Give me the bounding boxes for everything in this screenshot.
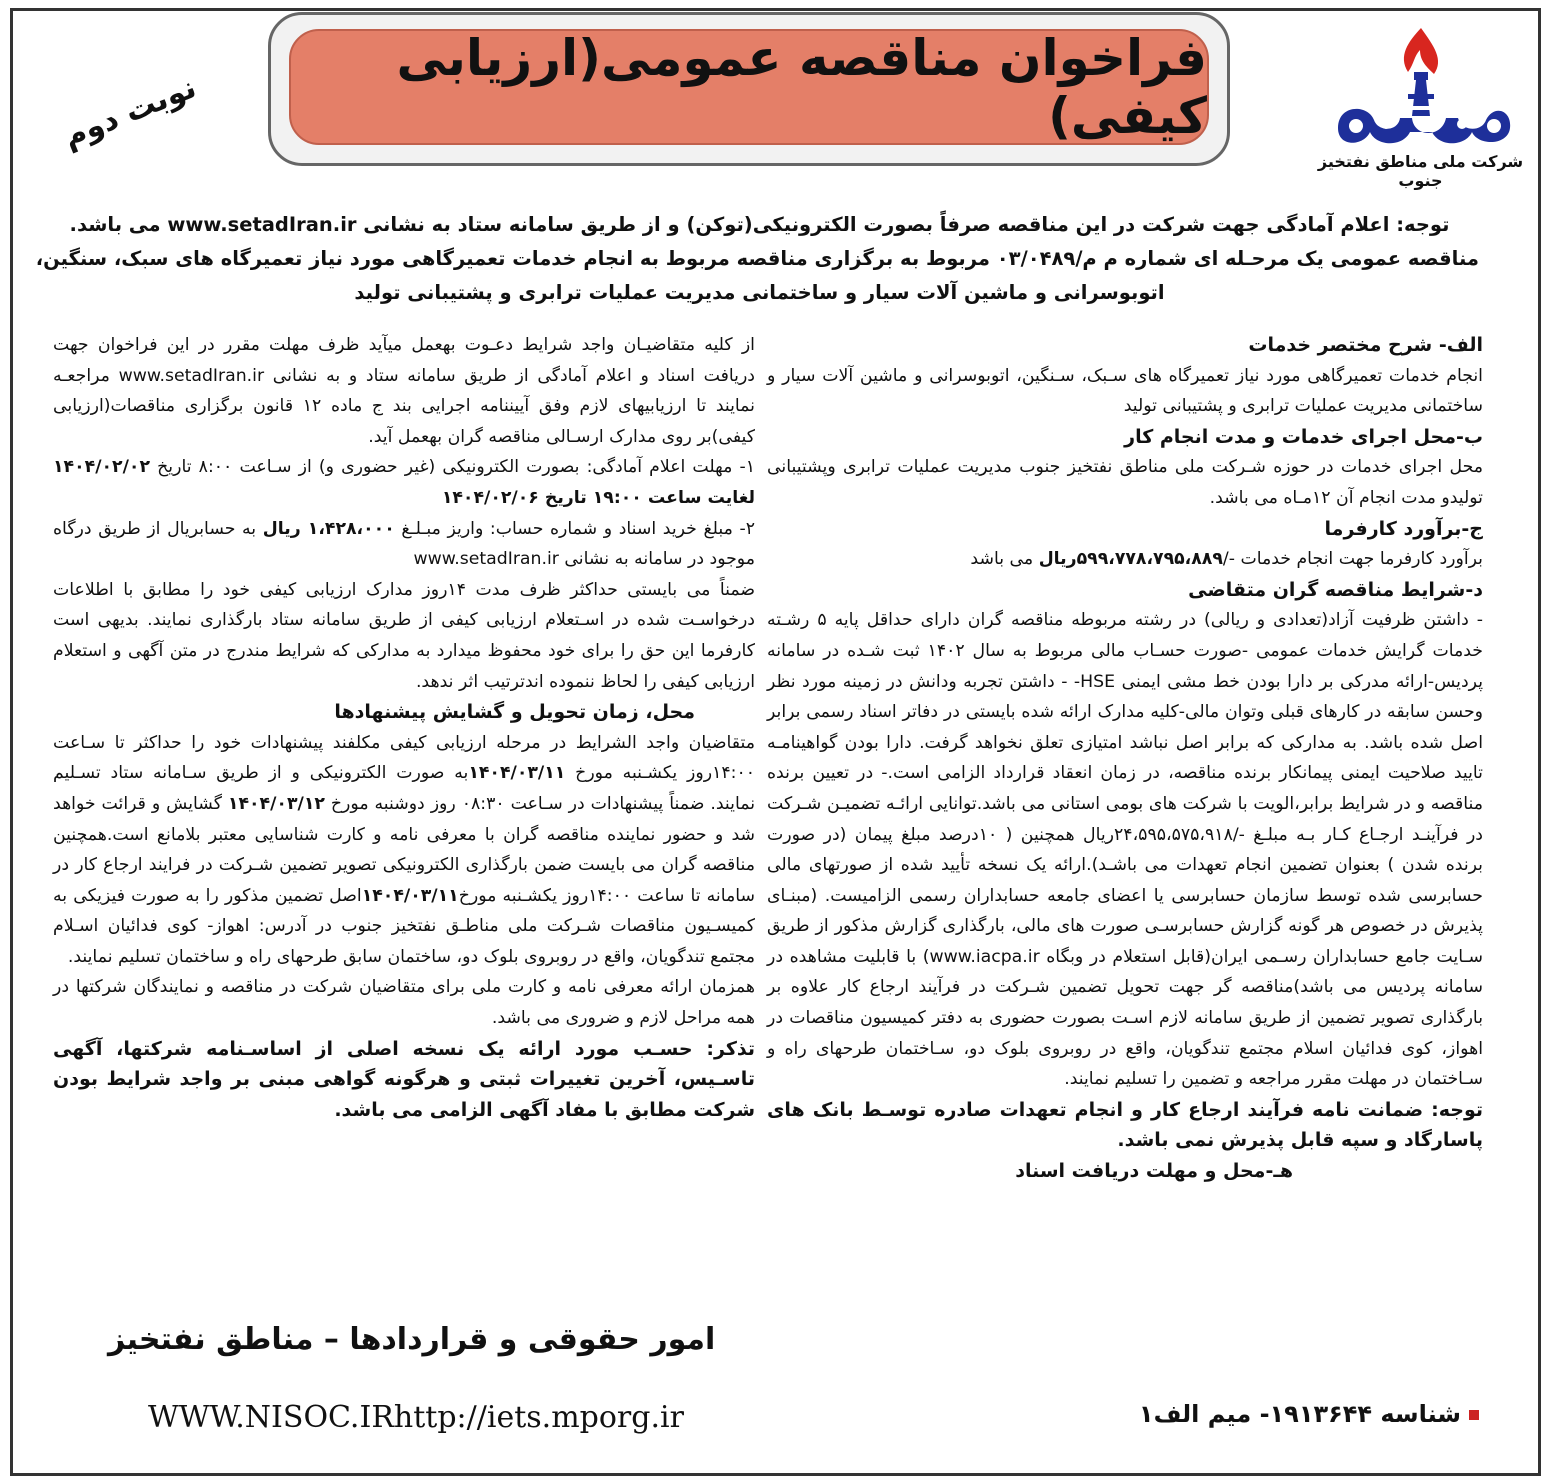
id-card-text: همزمان ارائه معرفی نامه و کارت ملی برای متقاضیان شرکت در مناقصه و نمایندگان شرکتها در همه مراحل لازم و ضروری می باشد. xyxy=(53,977,755,1029)
footer-urls: WWW.NISOC.IRhttp://iets.mporg.ir xyxy=(148,1400,684,1435)
title-frame xyxy=(268,12,1230,166)
round-label: نوبت دوم xyxy=(58,70,202,155)
signature: امور حقوقی و قراردادها – مناطق نفتخیز xyxy=(108,1322,716,1357)
item-2-suffix: به حسابریال از طریق درگاه موجود در سامانه به نشانی www.setadIran.ir xyxy=(53,518,755,570)
page-title: فراخوان مناقصه عمومی(ارزیابی کیفی) xyxy=(396,29,1207,145)
item-1-dates: ۱۴۰۴/۰۲/۰۲ لغایت ساعت ۱۹:۰۰ تاریخ ۱۴۰۴/۰۲/۰۶ xyxy=(53,457,755,508)
place-date-3: ۱۴۰۴/۰۳/۱۱ xyxy=(361,885,459,906)
section-text-be: محل اجرای خدمات در حوزه شـرکت ملی مناطق نفتخیز جنوب مدیریت عملیات ترابری وپشتیبانی تولیدو مدت انجام آن ۱۲مـاه می باشد. xyxy=(767,457,1483,508)
footer-id xyxy=(1139,1400,1479,1428)
footer-id-text: شناسه ۱۹۱۳۶۴۴- میم الف۱ xyxy=(1138,1400,1461,1428)
section-heading-be: ب-محل اجرای خدمات و مدت انجام کار xyxy=(1124,425,1483,448)
place-text-3: گشایش و قرائت خواهد شد و حضور نماینده مناقصه گران با معرفی نامه و کارت شناسایی معتبر بلامانع است.همچنین مناقصه گران می بایست ضمن بارگذاری الکترونیکی تصویر تضمین شـرکت در فرایند ارجاع کار در سامانه تا ساعت ۱۴:۰۰روز یکشـنبه مورخ xyxy=(53,793,755,906)
item-2-prefix: ۲- مبلغ خرید اسناد و شماره حساب: واریز مبـلـغ xyxy=(401,518,755,539)
left-column xyxy=(53,330,755,1125)
item-2-note: ضمناً می بایستی حداکثر ظرف مدت ۱۴روز مدارک ارزیابی کیفی خود را مطابق با اطلاعات درخواسـت شده در اسـتعلام ارزیابی کیفی از طریق سامانه ستاد بارگذاری نمایند. بدیهی است کارفرما این حق را برای خود محفوظ میدارد به مدارکی که شرایط مندرج در متن آگهی و استعلام ارزیابی کیفی را لحاظ ننموده اندترتیب اثر ندهد. xyxy=(53,579,755,692)
place-date-1: ۱۴۰۴/۰۳/۱۱ xyxy=(468,763,566,784)
notice-line: اتوبوسرانی و ماشین آلات سیار و ساختمانی مدیریت عملیات ترابری و پشتیبانی تولید xyxy=(354,281,1165,304)
bank-note: توجه: ضمانت نامه فرآیند ارجاع کار و انجام تعهدات صادره توسـط بانک های پاسارگاد و سپه قابل پذیرش نمی باشد. xyxy=(767,1098,1483,1152)
place-date-2: ۱۴۰۴/۰۳/۱۲ xyxy=(227,793,325,814)
notice-block xyxy=(35,208,1479,310)
bullet-square-icon xyxy=(1469,1410,1479,1420)
section-text-dal: - داشتن ظرفیت آزاد(تعدادی و ریالی) در رشته مربوطه مناقصه گران دارای حداقل پایه ۵ رشـته خدمات گرایش خدمات عمومی -صورت حسـاب مالی مربوط به سال ۱۴۰۲ ثبت شـده در سامانه پردیس-ارائه مدرکی بر دارا بودن خط مشی ایمنی HSE- - داشتن تجربه ودانش در زمینه مورد نظر وحسن سابقه در کارهای قبلی وتوان مالی-کلیه مدارک ارائه شده بایستی در دفاتر اسناد رسمی برابر اصل شده باشد. به مدارکی که برابر اصل نباشد امتیازی تعلق نخواهد گرفت. دارا بودن گواهینامـه تایید صلاحیت ایمنی پیمانکار برنده مناقصه، در زمان انعقاد قرارداد الزامی است.- در تعیین برنده مناقصه و در شرایط برابر،الویت با شرکت های بومی استانی می باشد.توانایی ارائـه تضمیـن شـرکت در فرآینـد ارجـاع کـار بـه مبلـغ -/۲۴،۵۹۵،۵۷۵،۹۱۸ریال همچنین ( ۱۰درصد مبلغ پیمان (در صورت برنده شدن ) بعنوان تضمین انجام تعهدات می باشـد).ارائه یک نسخه تأیید شده از صورتهای مالی حسابرسی شده توسط سازمان حسابرسی یا اعضای جامعه حسابداران رسمی الزامیست. (مبنـای پذیرش در خصوص هر گونه گزارش حسابرسـی صورت های مالی، بارگذاری گزارش مذکور از طریق سـایت جامع حسابداران رسـمی ایران(قابل استعلام در وبگاه www.iacpa.ir) با قابلیت مشاهده در سامانه پردیس می باشد)مناقصه گر جهت تحویل تضمین شـرکت در فرآیند ارجاع کار علاوه بر بارگذاری تصویر تضمین از طریق سامانه لازم اسـت بصورت حضوری به دفتر کمیسیون مناقصات در اهواز، کوی فدائیان اسلام مجتمع تندگویان، واقع در روبروی بلوک دو، سـاختمان طرحهای راه و سـاختمان در مهلت مقرر مراجعه و تضمین را تسلیم نمایند. xyxy=(767,610,1484,1090)
intro-text: از کلیه متقاضیـان واجد شرایط دعـوت بهعمل میآید ظرف مهلت مقرر در این فراخوان جهت دریافت اسناد و اعلام آمادگی از طریق سامانه ستاد و به نشانی www.setadIran.ir مراجعـه نمایند تا ارزیابیهای لازم وفق آییننامه اجرایی بند ج ماده ۱۲ قانون برگزاری مناقصات(ارزیابی کیفی)بر روی مدارک ارسـالی مناقصه گران بهعمل آید. xyxy=(53,335,756,447)
item-1-text: ۱- مهلت اعلام آمادگی: بصورت الکترونیکی (غیر حضوری و) از سـاعت ۸:۰۰ تاریخ xyxy=(157,457,755,478)
section-heading-he: هـ-محل و مهلت دریافت اسناد xyxy=(1015,1160,1293,1183)
reminder: تذکر: حسـب مورد ارائه یک نسخه اصلی از اساسـنامه شرکتها، آگهی تاسـیس، آخرین تغییرات ثبتی و هرگونه گواهی مبنی بر واجد شرایط بودن شرکت مطابق با مفاد آگهی الزامی می باشد. xyxy=(53,1037,755,1121)
place-text-2: به صورت الکترونیکی و از طریق سـامانه ستاد تسـلیم نمایند. ضمناً پیشنهادات در سـاعت ۰۸:۳۰ روز دوشنبه مورخ xyxy=(53,763,756,814)
place-text-4: اصل تضمین مذکور را به صورت فیزیکی به کمیسـیون مناقصات شـرکت ملی مناطـق نفتخیز جنوب در آدرس: اهواز- کوی فدائیان اسـلام مجتمع تندگویان، واقع در روبروی بلوک دو، ساختمان سابق طرحهای راه و ساختمان تسلیم نمایند. xyxy=(53,885,755,967)
right-column xyxy=(767,330,1483,1187)
title-banner xyxy=(289,29,1209,145)
company-logo xyxy=(1308,20,1533,190)
estimate-amount: ۵۹۹،۷۷۸،۷۹۵،۸۸۹ریال xyxy=(1038,549,1223,570)
place-heading: محل، زمان تحویل و گشایش پیشنهادها xyxy=(334,701,695,724)
section-heading-dal: د-شرایط مناقصه گران متقاضی xyxy=(1188,578,1483,601)
logo-caption: شرکت ملی مناطق نفتخیز جنوب xyxy=(1317,152,1524,190)
section-text-jim xyxy=(767,544,1483,575)
estimate-prefix: برآورد کارفرما جهت انجام خدمات -/ xyxy=(1222,549,1483,570)
place-text-1: متقاضیان واجد الشرایط در مرحله ارزیابی کیفی مکلفند پیشنهادات خود را حداکثر تا سـاعت ۱۴:۰۰روز یکشـنبه مورخ xyxy=(53,732,756,784)
section-text-alef: انجام خدمات تعمیرگاهی مورد نیاز تعمیرگاه های سـبک، سـنگین، اتوبوسرانی و ماشین آلات سیار و ساختمانی مدیریت عملیات ترابری و پشتیبانی تولید xyxy=(767,365,1483,417)
item-2-amount: ۱،۴۲۸،۰۰۰ ریال xyxy=(262,518,395,539)
section-heading-alef: الف- شرح مختصر خدمات xyxy=(1248,334,1483,356)
item-1 xyxy=(53,452,755,513)
place-text xyxy=(53,728,755,973)
notice-line: مناقصه عمومی یک مرحـله ای شماره م م/۰۳/۰۴۸۹ مربوط به برگزاری مناقصه مربوط به انجام خدمات تعمیرگاهی مورد نیاز تعمیرگاه های سبک، سنگین، xyxy=(35,247,1479,270)
item-2 xyxy=(53,514,755,575)
section-heading-jim: ج-برآورد کارفرما xyxy=(1324,517,1483,540)
estimate-suffix: می باشد xyxy=(970,549,1034,570)
notice-line: توجه: اعلام آمادگی جهت شرکت در این مناقصه صرفاً بصورت الکترونیکی(توکن) و از طریق سامانه ستاد به نشانی www.setadIran.ir می باشد. xyxy=(69,213,1450,236)
nioc-emblem-icon xyxy=(1316,20,1526,150)
